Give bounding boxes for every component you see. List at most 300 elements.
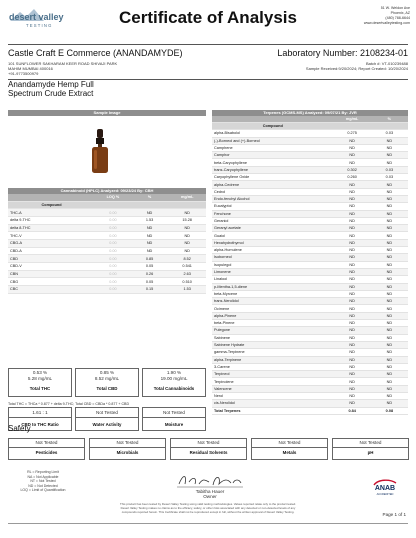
safety-card — [8, 438, 85, 460]
compound-name: Limonene — [212, 268, 334, 275]
legend-line: ND = Not Detected — [28, 483, 58, 488]
mgml-value: 8.52 — [168, 255, 206, 263]
compound-name: Valencene — [212, 385, 334, 392]
table-row — [212, 174, 408, 181]
svg-text:TESTING: TESTING — [26, 23, 53, 28]
compound-name: Endo-fenchyl Alcohol — [212, 195, 334, 202]
mgml-value: ND — [334, 400, 371, 407]
compound-name: CBD-V — [8, 263, 95, 271]
total-cannabinoids-label: Total Cannabinoids — [153, 386, 195, 391]
table-row — [212, 334, 408, 341]
loq-value: 0.00 — [95, 232, 131, 240]
mgml-value: ND — [334, 385, 371, 392]
disclaimer-line: This product has been tested by Desert Valley Testing using valid testing methodologies. Values reported relate only to the product tested. — [119, 502, 297, 506]
percent-value: 0.15 — [131, 286, 169, 294]
table-row — [212, 225, 408, 232]
compound-name: delta 9-THC — [8, 216, 95, 224]
safety-value: Not Tested — [359, 440, 382, 445]
compound-name: Cedrol — [212, 188, 334, 195]
mgml-value: ND — [334, 312, 371, 319]
mgml-value: 0.260 — [334, 174, 371, 181]
table-row — [212, 312, 408, 319]
mgml-value: 0.510 — [168, 278, 206, 286]
table-row — [8, 239, 206, 247]
table-row — [212, 159, 408, 166]
mgml-value: ND — [168, 224, 206, 232]
table-row — [212, 195, 408, 202]
table-row — [212, 188, 408, 195]
svg-text:desert valley: desert valley — [9, 12, 64, 22]
page-number: Page 1 of 1 — [382, 512, 406, 517]
mgml-value: ND — [334, 320, 371, 327]
mgml-value: ND — [334, 261, 371, 268]
table-row — [8, 216, 206, 224]
compound-name: alpha-Humulene — [212, 247, 334, 254]
percent-value: ND — [371, 327, 408, 334]
mgml-value: ND — [334, 254, 371, 261]
percent-value: ND — [131, 239, 169, 247]
client-address — [8, 61, 117, 77]
lab-phone: (480) 788-6644 — [385, 16, 410, 20]
total-cbd-percent: 0.85 % — [99, 370, 115, 375]
compound-name: Camphene — [212, 144, 334, 151]
percent-value: 1.53 — [131, 216, 169, 224]
client-address-line: MAHIM MUMBAI 400016 — [8, 66, 53, 72]
safety-title: Safety — [8, 424, 31, 433]
mgml-value: ND — [334, 195, 371, 202]
percent-value: 0.03 — [371, 130, 408, 137]
client-address-line: 101 SUNFLOWER SAKHARAM KEER ROAD SHIVAJI PARK — [8, 61, 118, 66]
total-cannabinoids-card — [142, 368, 206, 397]
svg-text:ACCREDITED: ACCREDITED — [376, 493, 394, 496]
compound-name: delta 8-THC — [8, 224, 95, 232]
mgml-value: ND — [334, 188, 371, 195]
percent-value: ND — [371, 371, 408, 378]
compound-name: Nerol — [212, 392, 334, 399]
water-activity-value: Not Tested — [96, 410, 118, 415]
percent-value: ND — [371, 290, 408, 297]
mgml-value: ND — [334, 378, 371, 385]
compound-name: Eucalyptol — [212, 203, 334, 210]
water-activity-label: Water Activity — [76, 417, 138, 431]
total-cbd-mgml: 8.52 mg/mL — [94, 375, 120, 381]
mgml-value: ND — [334, 232, 371, 239]
total-thc-percent: 0.53 % — [32, 370, 48, 375]
lab-address-line: Phoenix, AZ — [390, 11, 410, 15]
mgml-value: 0.541 — [168, 263, 206, 271]
percent-value: ND — [371, 217, 408, 224]
total-cbd-label: Total CBD — [96, 386, 118, 391]
compound-name: CBG-A — [8, 239, 95, 247]
table-row — [8, 255, 206, 263]
table-row — [8, 247, 206, 255]
percent-value: ND — [371, 400, 408, 407]
compound-name: CBN — [8, 270, 95, 278]
cannabinoid-table — [8, 194, 206, 294]
table-row — [8, 270, 206, 278]
percent-value: ND — [371, 152, 408, 159]
mgml-value: ND — [334, 283, 371, 290]
compound-name: alpha-Terpinene — [212, 356, 334, 363]
compound-name: trans-Caryophyllene — [212, 166, 334, 173]
mgml-value: ND — [334, 276, 371, 283]
percent-value: ND — [131, 247, 169, 255]
disclaimer-line: Desert Valley Testing makes no claims as to the efficacy, safety, or other risks associated with any detected or non-detected levels of any — [120, 505, 296, 510]
safety-value: Not Tested — [116, 440, 139, 445]
table-row — [212, 144, 408, 151]
compound-name: CBD-A — [8, 247, 95, 255]
compound-name: Geraniol — [212, 217, 334, 224]
compound-name: CBG — [8, 278, 95, 286]
mgml-value: ND — [334, 159, 371, 166]
percent-value: ND — [371, 305, 408, 312]
table-row — [212, 232, 408, 239]
percent-value: ND — [371, 137, 408, 144]
column-header: % — [371, 116, 408, 123]
table-row — [212, 341, 408, 348]
column-header: % — [131, 194, 169, 201]
loq-value: 0.00 — [95, 216, 131, 224]
abbreviation-legend — [8, 470, 78, 493]
percent-value: ND — [371, 144, 408, 151]
table-row — [8, 278, 206, 286]
legend-line: NA = Not Applicable — [27, 474, 59, 479]
mgml-value: ND — [334, 327, 371, 334]
mgml-value: ND — [334, 392, 371, 399]
totals-summary — [8, 368, 206, 400]
table-row — [212, 247, 408, 254]
compound-name: alpha-Bisabolol — [212, 130, 334, 137]
client-phone: +91-9773500979 — [8, 71, 39, 77]
mgml-value: ND — [168, 239, 206, 247]
compound-name: beta-Pinene — [212, 320, 334, 327]
table-row — [212, 400, 408, 407]
compound-name: beta-Caryophyllene — [212, 159, 334, 166]
batch-number: Batch #: VT-010239488 — [365, 61, 408, 66]
percent-value: ND — [371, 341, 408, 348]
total-thc-card — [8, 368, 72, 397]
lab-website-link[interactable]: www.desertvalleytesting.com — [363, 21, 410, 25]
cannabinoid-header: Cannabinoid (HPLC) Analyzed: 09/23/24 By: CBH — [8, 188, 206, 194]
percent-value: ND — [371, 312, 408, 319]
compound-name: beta-Myrcene — [212, 290, 334, 297]
signature-image — [175, 472, 245, 490]
total-thc-label: Total THC — [29, 386, 51, 391]
table-row — [8, 263, 206, 271]
table-row — [212, 327, 408, 334]
table-row — [8, 209, 206, 217]
water-activity-card — [75, 407, 139, 431]
compound-name: 3-Carene — [212, 363, 334, 370]
legend-line: LOQ = Limit of Quantification — [20, 488, 66, 492]
percent-value: ND — [371, 232, 408, 239]
table-row — [212, 261, 408, 268]
header-divider — [8, 44, 408, 45]
table-subheader-row — [8, 201, 206, 209]
percent-value: ND — [371, 349, 408, 356]
percent-value: ND — [371, 392, 408, 399]
mgml-value: ND — [334, 203, 371, 210]
table-row — [212, 130, 408, 137]
table-header-row — [8, 194, 206, 201]
column-header: mg/mL — [168, 194, 206, 201]
table-row — [212, 290, 408, 297]
table-row — [212, 137, 408, 144]
anab-accreditation-logo — [370, 477, 400, 497]
percent-value: ND — [131, 232, 169, 240]
percent-value: ND — [371, 159, 408, 166]
dropper-bottle-image — [91, 129, 109, 173]
compound-name: alpha-Pinene — [212, 312, 334, 319]
safety-value: Not Tested — [278, 440, 301, 445]
percent-value: ND — [371, 261, 408, 268]
compound-name: gamma-Terpinene — [212, 349, 334, 356]
compound-name: Terpineol — [212, 371, 334, 378]
compound-subheader: Compound — [212, 123, 334, 130]
percent-value: ND — [371, 356, 408, 363]
percent-value: 0.05 — [131, 278, 169, 286]
ratio-row — [8, 407, 206, 433]
percent-value: 0.03 — [371, 174, 408, 181]
safety-card — [332, 438, 409, 460]
compound-name: Sabinene Hydrate — [212, 341, 334, 348]
percent-value: ND — [371, 385, 408, 392]
table-row — [212, 239, 408, 246]
mgml-value: ND — [334, 363, 371, 370]
compound-name: cis-Nerolidol — [212, 400, 334, 407]
percent-value: ND — [371, 239, 408, 246]
safety-value: Not Tested — [197, 440, 220, 445]
table-row — [212, 363, 408, 370]
percent-value: ND — [371, 363, 408, 370]
mgml-value: ND — [168, 209, 206, 217]
table-row — [212, 210, 408, 217]
terpenes-header: Terpenes (GCMS-MS) Analyzed: 09/07/21 By: JVR — [212, 110, 408, 116]
disclaimer — [60, 503, 356, 514]
product-name-line: Anandamyde Hemp Full — [8, 80, 94, 89]
percent-value: ND — [371, 334, 408, 341]
mgml-value: ND — [334, 349, 371, 356]
compound-name: Pulegone — [212, 327, 334, 334]
total-terpenes-percent: 0.08 — [371, 407, 408, 414]
mgml-value: ND — [334, 290, 371, 297]
moisture-label: Moisture — [143, 417, 205, 431]
percent-value: ND — [371, 225, 408, 232]
loq-value: 0.00 — [95, 270, 131, 278]
sample-dates: Sample Received:9/20/2024; Report Created: 10/20/2024 — [305, 66, 408, 72]
footer-divider — [8, 523, 408, 524]
table-row — [212, 152, 408, 159]
percent-value: 0.26 — [131, 270, 169, 278]
compound-name: THC-V — [8, 232, 95, 240]
total-thc-mgml: 5.28 mg/mL — [27, 375, 53, 381]
mgml-value: 15.28 — [168, 216, 206, 224]
legend-line: RL = Reporting Limit — [27, 470, 59, 474]
compound-name: trans-Nerolidol — [212, 298, 334, 305]
table-row — [212, 320, 408, 327]
compound-name: CBD — [8, 255, 95, 263]
page-title: Certificate of Analysis — [119, 8, 297, 27]
percent-value: ND — [371, 283, 408, 290]
table-row — [8, 232, 206, 240]
total-terpenes-mgml: 0.84 — [334, 407, 371, 414]
total-formula: Total THC = THCa * 0.877 + delta 9-THC; Total CBD = CBDa * 0.877 + CBD — [8, 402, 130, 406]
moisture-value: Not Tested — [163, 410, 185, 415]
table-row — [212, 385, 408, 392]
mgml-value: ND — [168, 247, 206, 255]
mgml-value: 2.63 — [168, 270, 206, 278]
percent-value: ND — [131, 224, 169, 232]
loq-value: 0.00 — [95, 255, 131, 263]
signer-name: Tabitha Hauer — [195, 489, 225, 494]
safety-card — [170, 438, 247, 460]
mgml-value: ND — [334, 247, 371, 254]
disclaimer-line: compounds reported herein. This Certificate shall not be reproduced except in full, without the written approval of Desert Valley Testing. — [121, 509, 295, 514]
compound-name: Isopulegol — [212, 261, 334, 268]
compound-name: Terpinolene — [212, 378, 334, 385]
mgml-value: ND — [334, 210, 371, 217]
table-row — [8, 286, 206, 294]
signer-title: Owner — [203, 494, 217, 500]
loq-value: 0.00 — [95, 247, 131, 255]
ratio-value: 1.61 : 1 — [32, 410, 48, 415]
percent-value: ND — [371, 203, 408, 210]
total-terpenes-row — [212, 407, 408, 414]
compound-name: CBC — [8, 286, 95, 294]
percent-value: ND — [371, 195, 408, 202]
mgml-value: ND — [334, 371, 371, 378]
table-row — [212, 392, 408, 399]
compound-name: p-Mentha-1,5-diene — [212, 283, 334, 290]
safety-label: Pesticides — [9, 447, 84, 458]
mgml-value: ND — [334, 144, 371, 151]
table-row — [212, 181, 408, 188]
batch-info — [306, 61, 408, 71]
compound-name: Ocimene — [212, 305, 334, 312]
mgml-value: ND — [334, 152, 371, 159]
lab-address — [364, 6, 410, 26]
percent-value: ND — [371, 254, 408, 261]
table-row — [212, 254, 408, 261]
percent-value: 0.85 — [131, 255, 169, 263]
percent-value: ND — [371, 320, 408, 327]
sample-image-header: Sample Image — [8, 110, 206, 116]
loq-value: 0.00 — [95, 286, 131, 294]
percent-value: 0.03 — [371, 166, 408, 173]
column-header: LOQ % — [95, 194, 131, 201]
laboratory-number: Laboratory Number: 2108234-01 — [277, 48, 408, 58]
total-cannabinoids-percent: 1.90 % — [166, 370, 182, 375]
mgml-value: 0.302 — [334, 166, 371, 173]
compound-name: Geranyl acetate — [212, 225, 334, 232]
mgml-value: ND — [334, 341, 371, 348]
percent-value: ND — [371, 181, 408, 188]
compound-name: alpha-Cedrene — [212, 181, 334, 188]
table-row — [212, 298, 408, 305]
terpenes-table — [212, 116, 408, 415]
loq-value: 0.00 — [95, 224, 131, 232]
compound-name: THC-A — [8, 209, 95, 217]
mgml-value: ND — [334, 225, 371, 232]
compound-name: Hexahydrothymol — [212, 239, 334, 246]
blank-header — [8, 194, 95, 201]
safety-label: Residual Solvents — [171, 447, 246, 458]
percent-value: ND — [131, 209, 169, 217]
safety-value: Not Tested — [35, 440, 58, 445]
loq-value: 0.00 — [95, 209, 131, 217]
ratio-label: CBD to THC Ratio — [9, 417, 71, 431]
compound-name: Sabinene — [212, 334, 334, 341]
loq-value: 0.00 — [95, 263, 131, 271]
mgml-value: 0.275 — [334, 130, 371, 137]
mgml-value: ND — [334, 305, 371, 312]
safety-card — [251, 438, 328, 460]
total-terpenes-label: Total Terpenes — [212, 407, 334, 414]
moisture-card — [142, 407, 206, 431]
mgml-value: ND — [334, 334, 371, 341]
mgml-value: ND — [334, 181, 371, 188]
table-row — [212, 203, 408, 210]
loq-value: 0.00 — [95, 239, 131, 247]
table-row — [212, 305, 408, 312]
total-cbd-card — [75, 368, 139, 397]
mgml-value: ND — [334, 137, 371, 144]
percent-value: ND — [371, 298, 408, 305]
percent-value: ND — [371, 188, 408, 195]
loq-value: 0.00 — [95, 278, 131, 286]
table-row — [212, 217, 408, 224]
safety-label: Microbials — [90, 447, 165, 458]
table-row — [212, 268, 408, 275]
percent-value: ND — [371, 268, 408, 275]
compound-subheader: Compound — [8, 201, 95, 209]
percent-value: ND — [371, 378, 408, 385]
compound-name: Fenchone — [212, 210, 334, 217]
percent-value: ND — [371, 247, 408, 254]
cannabinoid-panel — [8, 188, 206, 294]
compound-name: Guaiol — [212, 232, 334, 239]
compound-name: Caryophyllene Oxide — [212, 174, 334, 181]
mgml-value: ND — [334, 356, 371, 363]
table-row — [212, 378, 408, 385]
lab-address-line: 51 W. Weldon Ave — [380, 6, 410, 10]
total-cannabinoids-mgml: 19.00 mg/mL — [160, 375, 188, 381]
mgml-value: 1.53 — [168, 286, 206, 294]
terpenes-panel — [212, 110, 408, 415]
table-subheader-row — [212, 123, 408, 130]
mgml-value: ND — [334, 239, 371, 246]
table-row — [8, 224, 206, 232]
table-row — [212, 356, 408, 363]
table-row — [212, 371, 408, 378]
product-name — [8, 81, 94, 98]
mgml-value: ND — [334, 217, 371, 224]
table-row — [212, 349, 408, 356]
product-name-line: Spectrum Crude Extract — [8, 88, 94, 98]
svg-text:ANAB: ANAB — [374, 485, 396, 492]
signer-block — [170, 489, 250, 500]
mgml-value: ND — [334, 298, 371, 305]
table-row — [212, 276, 408, 283]
table-row — [212, 283, 408, 290]
percent-value: 0.05 — [131, 263, 169, 271]
table-row — [212, 166, 408, 173]
compound-name: (-)-Borneol and (+)-Borneol — [212, 137, 334, 144]
compound-name: Camphor — [212, 152, 334, 159]
safety-label: Metals — [252, 447, 327, 458]
legend-line: NT = Not Tested — [30, 479, 56, 483]
client-name: Castle Craft E Commerce (ANANDAMYDE) — [8, 48, 183, 58]
